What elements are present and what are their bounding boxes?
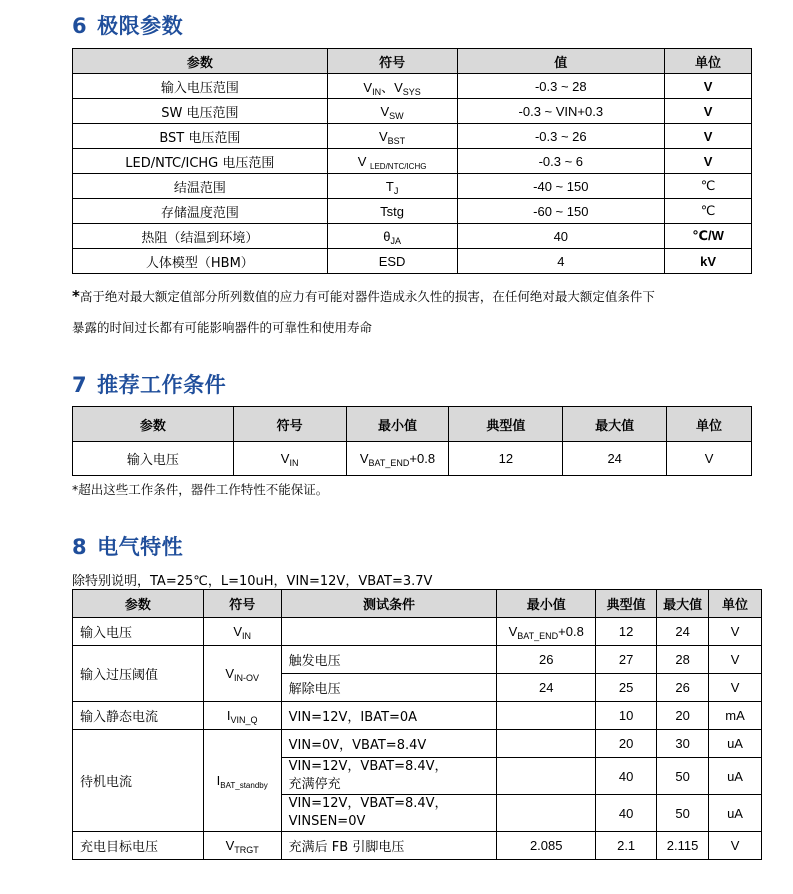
- table-row: [73, 618, 762, 646]
- typ-cell: 25: [596, 674, 657, 702]
- table-row: [73, 702, 762, 730]
- header-param: 参数: [73, 590, 204, 618]
- min-cell: [497, 730, 596, 758]
- recommended-conditions-table: [72, 406, 752, 476]
- unit-cell: V: [665, 99, 752, 124]
- header-unit: 单位: [665, 49, 752, 74]
- value-cell: -0.3 ~ 6: [457, 149, 665, 174]
- max-cell: 24: [563, 442, 667, 476]
- symbol-cell: V $_{LED/NTC/ICHG}$: [327, 149, 457, 174]
- section-heading: 极限参数: [97, 14, 184, 38]
- unit-cell: kV: [665, 249, 752, 274]
- header-typ: 典型值: [596, 590, 657, 618]
- value-cell: -60 ~ 150: [457, 199, 665, 224]
- typ-cell: 2.1: [596, 832, 657, 860]
- table-row: [73, 646, 762, 674]
- min-cell: 26: [497, 646, 596, 674]
- symbol-cell: $V_{IN}$: [203, 618, 281, 646]
- header-symbol: 符号: [327, 49, 457, 74]
- section-8-title: [72, 531, 183, 561]
- header-value: 值: [457, 49, 665, 74]
- param-cell: 结温范围: [73, 174, 328, 199]
- condition-cell: 充满后 FB 引脚电压: [281, 832, 497, 860]
- header-condition: 测试条件: [281, 590, 497, 618]
- param-cell: 待机电流: [73, 730, 204, 832]
- header-param: 参数: [73, 407, 234, 442]
- section-number: 7: [72, 373, 88, 397]
- unit-cell: V: [709, 646, 762, 674]
- unit-cell: V: [709, 832, 762, 860]
- table-row: [73, 224, 752, 249]
- section-number: 6: [72, 14, 88, 38]
- table-row: [73, 832, 762, 860]
- unit-cell: uA: [709, 795, 762, 832]
- param-cell: 输入电压范围: [73, 74, 328, 99]
- unit-cell: V: [709, 618, 762, 646]
- section-6-title: [72, 10, 183, 40]
- symbol-cell: ESD: [327, 249, 457, 274]
- table-row: [73, 124, 752, 149]
- max-cell: 2.115: [657, 832, 709, 860]
- value-cell: 40: [457, 224, 665, 249]
- symbol-cell: $I_{VIN\_Q}$: [203, 702, 281, 730]
- condition-cell: 触发电压: [281, 646, 497, 674]
- unit-cell: V: [665, 74, 752, 99]
- recommended-conditions-note: *超出这些工作条件，器件工作特性不能保证。: [72, 482, 329, 497]
- symbol-cell: $V_{BST}$: [327, 124, 457, 149]
- symbol-cell: $V_{SW}$: [327, 99, 457, 124]
- header-unit: 单位: [709, 590, 762, 618]
- condition-cell: [281, 618, 497, 646]
- symbol-cell: $V_{TRGT}$: [203, 832, 281, 860]
- unit-cell: mA: [709, 702, 762, 730]
- note-star: *: [72, 287, 80, 305]
- unit-cell: V: [709, 674, 762, 702]
- table-row: [73, 149, 752, 174]
- param-cell: 输入电压: [73, 442, 234, 476]
- param-cell: LED/NTC/ICHG 电压范围: [73, 149, 328, 174]
- note-line-1: 高于绝对最大额定值部分所列数值的应力有可能对器件造成永久性的损害，在任何绝对最大额定值条件下: [79, 289, 655, 304]
- symbol-cell: $I_{BAT\_standby}$: [203, 730, 281, 832]
- section-7-title: [72, 369, 226, 399]
- value-cell: 4: [457, 249, 665, 274]
- min-cell: $V_{BAT\_END}+0.8$: [497, 618, 596, 646]
- unit-cell: ℃: [665, 199, 752, 224]
- max-cell: 50: [657, 795, 709, 832]
- header-min: 最小值: [497, 590, 596, 618]
- param-cell: 输入电压: [73, 618, 204, 646]
- section-heading: 推荐工作条件: [97, 373, 227, 397]
- table-row: [73, 74, 752, 99]
- table-header-row: [73, 407, 752, 442]
- symbol-cell: $V_{IN}$、$V_{SYS}$: [327, 74, 457, 99]
- table-row: [73, 442, 752, 476]
- electrical-characteristics-table: [72, 589, 762, 860]
- symbol-cell: $T_J$: [327, 174, 457, 199]
- table-row: [73, 174, 752, 199]
- unit-cell: uA: [709, 730, 762, 758]
- unit-cell: V: [665, 124, 752, 149]
- param-cell: 人体模型（HBM）: [73, 249, 328, 274]
- symbol-cell: $V_{IN}$: [233, 442, 346, 476]
- table-header-row: [73, 49, 752, 74]
- section-number: 8: [72, 535, 88, 559]
- param-cell: 充电目标电压: [73, 832, 204, 860]
- table-header-row: [73, 590, 762, 618]
- min-cell: $V_{BAT\_END}+0.8$: [346, 442, 449, 476]
- typ-cell: 12: [449, 442, 563, 476]
- typ-cell: 10: [596, 702, 657, 730]
- value-cell: -0.3 ~ 26: [457, 124, 665, 149]
- section-heading: 电气特性: [97, 535, 184, 559]
- typ-cell: 12: [596, 618, 657, 646]
- param-cell: 热阻（结温到环境）: [73, 224, 328, 249]
- unit-cell: ℃: [665, 174, 752, 199]
- header-max: 最大值: [657, 590, 709, 618]
- max-cell: 20: [657, 702, 709, 730]
- value-cell: -0.3 ~ VIN+0.3: [457, 99, 665, 124]
- typ-cell: 40: [596, 758, 657, 795]
- max-cell: 24: [657, 618, 709, 646]
- param-cell: 输入过压阈值: [73, 646, 204, 702]
- min-cell: 24: [497, 674, 596, 702]
- condition-cell: VIN=0V，VBAT=8.4V: [281, 730, 497, 758]
- param-cell: SW 电压范围: [73, 99, 328, 124]
- header-min: 最小值: [346, 407, 449, 442]
- min-cell: 2.085: [497, 832, 596, 860]
- max-cell: 28: [657, 646, 709, 674]
- table-row: [73, 99, 752, 124]
- param-cell: 存储温度范围: [73, 199, 328, 224]
- test-conditions-text: 除特别说明，TA=25℃，L=10uH，VIN=12V，VBAT=3.7V: [72, 574, 433, 589]
- min-cell: [497, 702, 596, 730]
- unit-cell: ℃/W: [665, 224, 752, 249]
- value-cell: -0.3 ~ 28: [457, 74, 665, 99]
- unit-cell: V: [667, 442, 752, 476]
- absolute-max-note-line-2: 暴露的时间过长都有可能影响器件的可靠性和使用寿命: [72, 320, 373, 335]
- header-typ: 典型值: [449, 407, 563, 442]
- max-cell: 50: [657, 758, 709, 795]
- table-row: [73, 730, 762, 758]
- value-cell: -40 ~ 150: [457, 174, 665, 199]
- header-symbol: 符号: [233, 407, 346, 442]
- symbol-cell: Tstg: [327, 199, 457, 224]
- table-row: [73, 249, 752, 274]
- unit-cell: V: [665, 149, 752, 174]
- symbol-cell: $\theta_{JA}$: [327, 224, 457, 249]
- condition-cell: VIN=12V，VBAT=8.4V， 充满停充: [281, 758, 497, 795]
- param-cell: BST 电压范围: [73, 124, 328, 149]
- param-cell: 输入静态电流: [73, 702, 204, 730]
- header-unit: 单位: [667, 407, 752, 442]
- condition-cell: VIN=12V，VBAT=8.4V， VINSEN=0V: [281, 795, 497, 832]
- header-symbol: 符号: [203, 590, 281, 618]
- typ-cell: 40: [596, 795, 657, 832]
- header-param: 参数: [73, 49, 328, 74]
- header-max: 最大值: [563, 407, 667, 442]
- unit-cell: uA: [709, 758, 762, 795]
- symbol-cell: $V_{IN-OV}$: [203, 646, 281, 702]
- min-cell: [497, 795, 596, 832]
- typ-cell: 20: [596, 730, 657, 758]
- absolute-max-table: [72, 48, 752, 274]
- absolute-max-note: [72, 287, 655, 305]
- max-cell: 26: [657, 674, 709, 702]
- condition-cell: VIN=12V，IBAT=0A: [281, 702, 497, 730]
- typ-cell: 27: [596, 646, 657, 674]
- min-cell: [497, 758, 596, 795]
- condition-cell: 解除电压: [281, 674, 497, 702]
- table-row: [73, 199, 752, 224]
- max-cell: 30: [657, 730, 709, 758]
